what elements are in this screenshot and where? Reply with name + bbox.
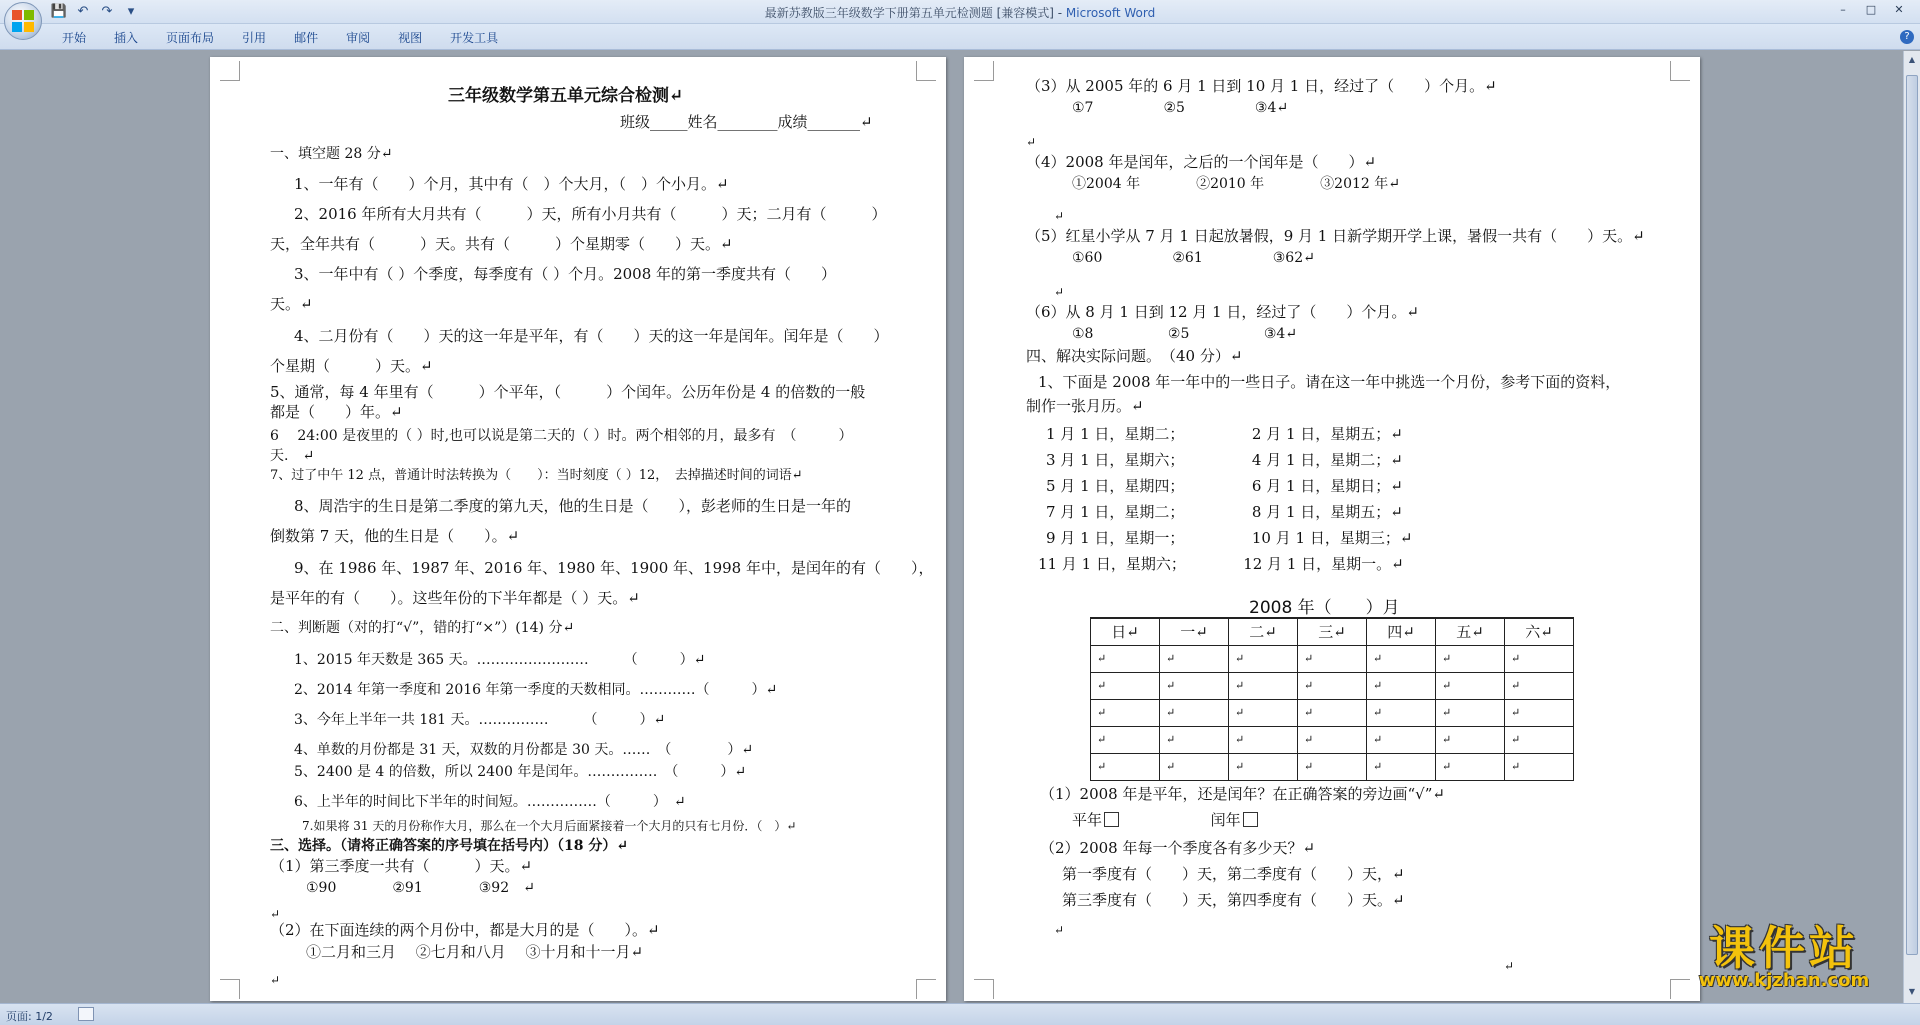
undo-icon[interactable]: ↶ <box>77 4 89 19</box>
close-button[interactable]: ✕ <box>1894 3 1904 16</box>
watermark-text: 课件站 <box>1709 921 1859 975</box>
macro-record-icon[interactable] <box>78 1007 94 1021</box>
document-line: 班级_____姓名________成绩_______↵ <box>620 113 873 131</box>
document-line: （2）在下面连续的两个月份中，都是大月的是（ ）。↵ <box>270 921 660 939</box>
crop-mark <box>974 979 994 999</box>
vertical-scrollbar[interactable] <box>1903 51 1920 1003</box>
document-line: 5 月 1 日，星期四； 6 月 1 日，星期日；↵ <box>1046 477 1403 495</box>
calendar-cell[interactable]: ↵ <box>1229 645 1298 672</box>
calendar-table <box>1090 617 1574 781</box>
document-line: ①2004 年 ②2010 年 ③2012 年↵ <box>1072 176 1400 192</box>
calendar-cell[interactable]: ↵ <box>1091 645 1160 672</box>
document-line: 6、上半年的时间比下半年的时间短。……………（ ） ↵ <box>294 794 686 810</box>
document-line: 个星期（ ）天。↵ <box>270 357 433 375</box>
document-line: （5）红星小学从 7 月 1 日起放暑假，9 月 1 日新学期开学上课，暑假一共有（ ）天。↵ <box>1026 227 1645 245</box>
calendar-cell[interactable]: ↵ <box>1229 672 1298 699</box>
calendar-cell[interactable]: ↵ <box>1298 699 1367 726</box>
calendar-cell[interactable]: ↵ <box>1298 726 1367 753</box>
document-line: 二、判断题（对的打“√”，错的打“×”）(14) 分↵ <box>270 620 575 636</box>
leap-year-label: 闰年 <box>1210 811 1241 829</box>
crop-mark <box>916 61 936 81</box>
calendar-cell[interactable]: ↵ <box>1229 753 1298 780</box>
document-line: 9 月 1 日，星期一； 10 月 1 日，星期三；↵ <box>1046 529 1413 547</box>
calendar-cell[interactable]: ↵ <box>1160 645 1229 672</box>
document-line: 7 月 1 日，星期二； 8 月 1 日，星期五；↵ <box>1046 503 1403 521</box>
tab-developer[interactable]: 开发工具 <box>450 31 499 45</box>
ribbon-tab-bar <box>0 24 1920 50</box>
status-bar <box>0 1003 1920 1025</box>
document-line: 3、一年中有（ ）个季度，每季度有（ ）个月。2008 年的第一季度共有（ ） <box>294 265 837 283</box>
calendar-row <box>1091 753 1574 780</box>
calendar-cell[interactable]: ↵ <box>1367 699 1436 726</box>
calendar-cell[interactable]: ↵ <box>1229 726 1298 753</box>
document-line: 1、下面是 2008 年一年中的一些日子。请在这一年中挑选一个月份，参考下面的资料， <box>1038 373 1621 391</box>
document-line: ↵ <box>1026 135 1037 149</box>
customize-dropdown-icon[interactable]: ▾ <box>127 4 135 19</box>
page-2[interactable] <box>964 57 1700 1001</box>
document-line: 7.如果将 31 天的月份称作大月，那么在一个大月后面紧接着一个大月的只有七月份．（ ）↵ <box>302 819 797 833</box>
calendar-cell[interactable]: ↵ <box>1505 672 1574 699</box>
document-line: （6）从 8 月 1 日到 12 月 1 日，经过了（ ）个月。↵ <box>1026 303 1419 321</box>
minimize-button[interactable]: – <box>1840 3 1846 16</box>
leap-choice-row <box>1072 811 1258 829</box>
document-line: 天. ↵ <box>270 448 315 464</box>
scroll-up-icon[interactable]: ▲ <box>1908 55 1916 64</box>
tab-mailings[interactable]: 邮件 <box>294 31 319 45</box>
common-year-label: 平年 <box>1072 811 1103 829</box>
calendar-header-row <box>1091 618 1574 645</box>
calendar-row <box>1091 645 1574 672</box>
common-year-checkbox[interactable] <box>1104 812 1119 827</box>
document-line: ①7 ②5 ③4↵ <box>1072 100 1289 116</box>
crop-mark <box>974 61 994 81</box>
document-line: 第一季度有（ ）天，第二季度有（ ）天，↵ <box>1062 865 1405 883</box>
calendar-cell[interactable]: ↵ <box>1436 645 1505 672</box>
document-line: ↵ <box>1504 959 1515 973</box>
document-line: 2、2016 年所有大月共有（ ）天，所有小月共有（ ）天；二月有（ ） <box>294 205 887 223</box>
redo-icon[interactable]: ↷ <box>101 4 113 19</box>
tab-review[interactable]: 审阅 <box>346 31 371 45</box>
calendar-cell[interactable]: ↵ <box>1367 672 1436 699</box>
leap-year-checkbox[interactable] <box>1243 812 1258 827</box>
crop-mark <box>220 61 240 81</box>
page-1[interactable] <box>210 57 946 1001</box>
calendar-row <box>1091 672 1574 699</box>
watermark <box>1668 922 1900 991</box>
calendar-cell[interactable]: ↵ <box>1505 699 1574 726</box>
calendar-cell[interactable]: ↵ <box>1298 672 1367 699</box>
calendar-cell[interactable]: ↵ <box>1505 726 1574 753</box>
document-line: 1、一年有（ ）个月，其中有（ ）个大月，（ ）个小月。↵ <box>294 175 729 193</box>
help-icon[interactable]: ? <box>1900 30 1914 44</box>
calendar-header-cell: 三↵ <box>1298 618 1367 645</box>
document-line: （3）从 2005 年的 6 月 1 日到 10 月 1 日，经过了（ ）个月。↵ <box>1026 77 1497 95</box>
calendar-cell[interactable]: ↵ <box>1091 726 1160 753</box>
document-line: （1）第三季度一共有（ ）天。↵ <box>270 857 533 875</box>
document-line: 8、周浩宇的生日是第二季度的第九天，他的生日是（ ），彭老师的生日是一年的 <box>294 497 852 515</box>
crop-mark <box>1670 61 1690 81</box>
document-line: ↵ <box>270 973 281 987</box>
scrollbar-thumb[interactable] <box>1906 75 1918 955</box>
document-line: 5、通常，每 4 年里有（ ）个平年，（ ）个闰年。公历年份是 4 的倍数的一般 <box>270 383 866 401</box>
document-line: ↵ <box>1054 923 1065 937</box>
calendar-header-cell: 六↵ <box>1505 618 1574 645</box>
calendar-cell[interactable]: ↵ <box>1091 699 1160 726</box>
document-line: 制作一张月历。↵ <box>1026 397 1144 415</box>
calendar-header-cell: 一↵ <box>1160 618 1229 645</box>
document-line: 四、解决实际问题。 （40 分）↵ <box>1026 347 1243 365</box>
calendar-cell[interactable]: ↵ <box>1436 753 1505 780</box>
document-line: ①60 ②61 ③62↵ <box>1072 250 1315 266</box>
window-title <box>0 4 1920 21</box>
calendar-row <box>1091 726 1574 753</box>
calendar-cell[interactable]: ↵ <box>1160 699 1229 726</box>
calendar-cell[interactable]: ↵ <box>1367 753 1436 780</box>
document-workspace <box>0 51 1920 1003</box>
document-line: 天，全年共有（ ）天。共有（ ）个星期零（ ）天。↵ <box>270 235 733 253</box>
watermark-url: www.kjzhan.com <box>1698 970 1870 991</box>
document-line: 天。↵ <box>270 295 313 313</box>
document-line: 都是（ ）年。↵ <box>270 403 403 421</box>
calendar-header-cell: 四↵ <box>1367 618 1436 645</box>
document-line: 1 月 1 日，星期二； 2 月 1 日，星期五；↵ <box>1046 425 1403 443</box>
calendar-cell[interactable]: ↵ <box>1160 753 1229 780</box>
calendar-header-cell: 二↵ <box>1229 618 1298 645</box>
calendar-cell[interactable]: ↵ <box>1505 645 1574 672</box>
calendar-cell[interactable]: ↵ <box>1160 672 1229 699</box>
calendar-cell[interactable]: ↵ <box>1436 672 1505 699</box>
tab-page-layout[interactable]: 页面布局 <box>166 31 215 45</box>
calendar-cell[interactable]: ↵ <box>1436 699 1505 726</box>
document-line: 5、2400 是 4 的倍数，所以 2400 年是闰年。…………… （ ）↵ <box>294 764 747 780</box>
document-line: 11 月 1 日，星期六； 12 月 1 日，星期一。↵ <box>1038 555 1404 573</box>
calendar-cell[interactable]: ↵ <box>1229 699 1298 726</box>
scroll-down-icon[interactable]: ▼ <box>1908 987 1916 996</box>
document-line: （4）2008 年是闰年，之后的一个闰年是（ ）↵ <box>1026 153 1377 171</box>
office-logo-icon <box>12 10 34 32</box>
page-count[interactable]: 页面: 1/2 <box>6 1010 53 1023</box>
app-name: Microsoft Word <box>1065 6 1156 20</box>
document-line: 3、今年上半年一共 181 天。…………… （ ）↵ <box>294 712 666 728</box>
calendar-header-cell: 日↵ <box>1091 618 1160 645</box>
calendar-cell[interactable]: ↵ <box>1298 753 1367 780</box>
document-line: 9、在 1986 年、1987 年、2016 年、1980 年、1900 年、1998 年中，是闰年的有（ ）， <box>294 559 934 577</box>
tab-home[interactable]: 开始 <box>62 31 87 45</box>
document-line: ①8 ②5 ③4↵ <box>1072 326 1298 342</box>
document-line: 1、2015 年天数是 365 天。…………………… （ ）↵ <box>294 652 706 668</box>
maximize-button[interactable]: □ <box>1865 3 1877 16</box>
document-line: 7、过了中午 12 点，普通计时法转换为（ ）：当时刻度（ ）12， 去掉描述时间的词语↵ <box>270 468 803 483</box>
tab-insert[interactable]: 插入 <box>114 31 139 45</box>
document-line: 一、填空题 28 分↵ <box>270 146 393 162</box>
calendar-cell[interactable]: ↵ <box>1367 726 1436 753</box>
document-line: ①90 ②91 ③92 ↵ <box>306 880 535 896</box>
document-line: 第三季度有（ ）天，第四季度有（ ）天。↵ <box>1062 891 1405 909</box>
calendar-cell[interactable]: ↵ <box>1436 726 1505 753</box>
document-line: （2）2008 年每一个季度各有多少天？↵ <box>1040 839 1316 857</box>
calendar-cell[interactable]: ↵ <box>1091 753 1160 780</box>
document-line: （1）2008 年是平年，还是闰年？在正确答案的旁边画“√”↵ <box>1040 785 1445 803</box>
tab-references[interactable]: 引用 <box>242 31 267 45</box>
document-line: 三、选择。（请将正确答案的序号填在括号内）（18 分）↵ <box>270 838 629 854</box>
crop-mark <box>916 979 936 999</box>
calendar-cell[interactable]: ↵ <box>1505 753 1574 780</box>
document-line: 4、二月份有（ ）天的这一年是平年，有（ ）天的这一年是闰年。闰年是（ ） <box>294 327 889 345</box>
document-line: ↵ <box>1054 285 1065 299</box>
document-line: ↵ <box>1054 209 1065 223</box>
save-icon[interactable]: 💾 <box>50 4 68 19</box>
document-line: ①二月和三月 ②七月和八月 ③十月和十一月↵ <box>306 943 644 961</box>
calendar-title: 2008 年（ ）月 <box>1249 598 1400 618</box>
document-line: 6 24:00 是夜里的（ ）时,也可以说是第二天的（ ）时。两个相邻的月，最多有 （ ） <box>270 428 853 444</box>
tab-view[interactable]: 视图 <box>398 31 423 45</box>
document-line: 三年级数学第五单元综合检测↵ <box>448 86 684 106</box>
document-line: 4、单数的月份都是 31 天，双数的月份都是 30 天。…… （ ）↵ <box>294 742 754 758</box>
document-line: 2、2014 年第一季度和 2016 年第一季度的天数相同。…………（ ）↵ <box>294 682 778 698</box>
calendar-cell[interactable]: ↵ <box>1091 672 1160 699</box>
calendar-header-cell: 五↵ <box>1436 618 1505 645</box>
document-line: 是平年的有（ ）。这些年份的下半年都是（ ）天。↵ <box>270 589 640 607</box>
office-button[interactable] <box>4 2 42 40</box>
title-bar <box>0 0 1920 24</box>
window-controls <box>1830 1 1912 19</box>
document-line: 3 月 1 日，星期六； 4 月 1 日，星期二；↵ <box>1046 451 1403 469</box>
calendar-cell[interactable]: ↵ <box>1160 726 1229 753</box>
document-line: ↵ <box>270 907 281 921</box>
crop-mark <box>220 979 240 999</box>
calendar-cell[interactable]: ↵ <box>1367 645 1436 672</box>
document-title: 最新苏教版三年级数学下册第五单元检测题 [兼容模式] - <box>764 6 1066 20</box>
calendar-cell[interactable]: ↵ <box>1298 645 1367 672</box>
calendar-row <box>1091 699 1574 726</box>
document-line: 倒数第 7 天，他的生日是（ ）。↵ <box>270 527 520 545</box>
